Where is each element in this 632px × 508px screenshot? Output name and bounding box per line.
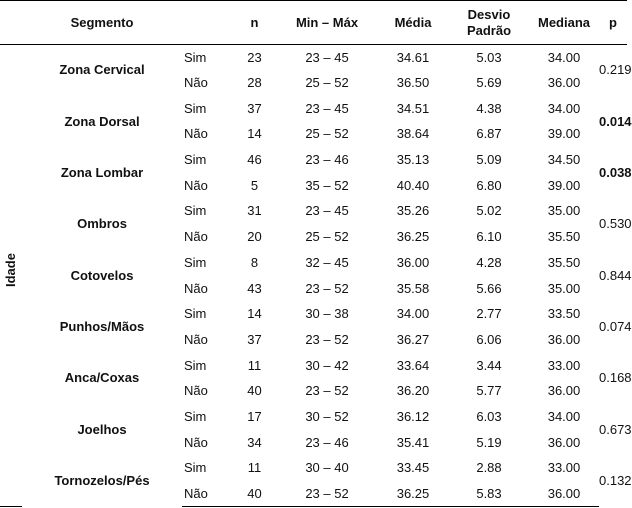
range-cell: 23 – 52: [277, 481, 377, 507]
n-cell: 34: [247, 434, 262, 450]
header-p: p: [599, 1, 627, 45]
median-cell: 35.00: [547, 280, 581, 296]
n-cell: 40: [247, 383, 262, 399]
table-row: [0, 147, 627, 173]
response-cell: Não: [184, 75, 208, 91]
segment-name: Cotovelos: [70, 267, 134, 283]
response-cell: Sim: [184, 254, 207, 270]
p-value-cell: 0.038: [599, 164, 632, 180]
sd-cell: 5.02: [476, 203, 502, 219]
median-cell: 35.00: [547, 203, 581, 219]
table-body: [0, 45, 632, 507]
n-cell: 14: [247, 306, 262, 322]
table-row: [0, 199, 627, 225]
n-cell: 8: [250, 254, 259, 270]
p-value-cell: 0.530: [599, 216, 632, 232]
median-cell: 39.00: [547, 177, 581, 193]
median-cell: 34.00: [529, 45, 599, 71]
n-cell: 43: [247, 280, 262, 296]
header-n: n: [232, 1, 277, 45]
header-segment: Segmento: [22, 1, 182, 45]
mean-cell: 36.00: [396, 254, 430, 270]
n-cell: 17: [247, 408, 262, 424]
p-value-cell: 0.074: [599, 319, 632, 335]
range-cell: 30 – 52: [305, 408, 349, 424]
p-value-cell: 0.014: [599, 113, 632, 129]
n-cell: 14: [247, 126, 262, 142]
range-cell: 23 – 45: [305, 203, 349, 219]
p-value-cell: 0.132: [599, 473, 632, 489]
median-cell: 36.00: [529, 481, 599, 507]
median-cell: 34.00: [547, 408, 581, 424]
median-cell: 36.00: [547, 383, 581, 399]
n-cell: 11: [247, 460, 262, 476]
mean-cell: 34.00: [396, 306, 430, 322]
median-cell: 34.00: [547, 100, 581, 116]
median-cell: 39.00: [547, 126, 581, 142]
range-cell: 25 – 52: [305, 229, 349, 245]
sd-cell: 6.06: [476, 331, 502, 347]
sd-cell: 5.66: [476, 280, 502, 296]
mean-cell: 35.41: [396, 434, 430, 450]
mean-cell: 34.51: [396, 100, 430, 116]
header-sd-line2: Padrão: [466, 22, 512, 38]
range-cell: 23 – 52: [305, 280, 349, 296]
n-cell: 28: [247, 75, 262, 91]
response-cell: Sim: [184, 306, 207, 322]
table-row: [0, 250, 627, 276]
header-mean: Média: [377, 1, 449, 45]
p-value-cell: 0.844: [599, 267, 632, 283]
mean-cell: 33.45: [396, 460, 430, 476]
segment-name: Joelhos: [77, 421, 127, 437]
response-cell: Sim: [184, 408, 207, 424]
range-cell: 30 – 38: [305, 306, 349, 322]
header-sd-line1: Desvio: [467, 6, 511, 22]
mean-cell: 36.50: [396, 75, 430, 91]
mean-cell: 36.27: [396, 331, 430, 347]
sd-cell: 6.87: [476, 126, 502, 142]
range-cell: 23 – 52: [305, 331, 349, 347]
range-cell: 23 – 45: [277, 45, 377, 71]
mean-cell: 34.61: [377, 45, 449, 71]
mean-cell: 36.25: [396, 229, 430, 245]
response-cell: Sim: [182, 45, 232, 71]
segment-name: Ombros: [77, 216, 127, 232]
median-cell: 34.50: [547, 152, 581, 168]
median-cell: 36.00: [547, 434, 581, 450]
mean-cell: 36.25: [377, 481, 449, 507]
p-value-cell: 0.168: [599, 370, 632, 386]
median-cell: 35.50: [547, 254, 581, 270]
range-cell: 30 – 42: [305, 357, 349, 373]
mean-cell: 36.12: [396, 408, 430, 424]
response-cell: Não: [184, 434, 208, 450]
sd-cell: 4.28: [476, 254, 502, 270]
sd-cell: 6.03: [476, 408, 502, 424]
header-response-blank: [182, 1, 232, 45]
sd-cell: 5.69: [476, 75, 502, 91]
median-cell: 35.50: [547, 229, 581, 245]
response-cell: Sim: [184, 100, 207, 116]
header-group-blank: [0, 1, 22, 45]
median-cell: 36.00: [547, 75, 581, 91]
response-cell: Não: [184, 229, 208, 245]
response-cell: Sim: [184, 152, 207, 168]
table-row: [0, 404, 627, 430]
n-cell: 40: [232, 481, 277, 507]
range-cell: 23 – 46: [305, 152, 349, 168]
mean-cell: 40.40: [396, 177, 430, 193]
segment-name: Zona Lombar: [60, 164, 144, 180]
range-cell: 25 – 52: [305, 75, 349, 91]
mean-cell: 35.26: [396, 203, 430, 219]
group-label-cell: [0, 45, 22, 507]
segment-name: Zona Dorsal: [64, 113, 140, 129]
response-cell: Não: [184, 177, 208, 193]
response-cell: Não: [184, 383, 208, 399]
n-cell: 23: [232, 45, 277, 71]
response-cell: Sim: [184, 460, 207, 476]
mean-cell: 36.20: [396, 383, 430, 399]
segment-name: Anca/Coxas: [64, 370, 140, 386]
n-cell: 5: [250, 177, 259, 193]
median-cell: 36.00: [547, 331, 581, 347]
table-row: [0, 96, 627, 122]
range-cell: 30 – 40: [305, 460, 349, 476]
n-cell: 46: [247, 152, 262, 168]
response-cell: Não: [184, 280, 208, 296]
sd-cell: 2.77: [476, 306, 502, 322]
mean-cell: 33.64: [396, 357, 430, 373]
mean-cell: 38.64: [396, 126, 430, 142]
n-cell: 20: [247, 229, 262, 245]
mean-cell: 35.58: [396, 280, 430, 296]
group-label: Idade: [3, 252, 18, 287]
response-cell: Sim: [184, 203, 207, 219]
segment-name: Punhos/Mãos: [59, 319, 145, 335]
range-cell: 35 – 52: [305, 177, 349, 193]
n-cell: 31: [247, 203, 262, 219]
header-median: Mediana: [529, 1, 599, 45]
mean-cell: 35.13: [396, 152, 430, 168]
n-cell: 37: [247, 100, 262, 116]
sd-cell: 5.03: [449, 45, 529, 71]
header-range: Min – Máx: [277, 1, 377, 45]
response-cell: Não: [182, 481, 232, 507]
sd-cell: 5.19: [476, 434, 502, 450]
p-value-cell: 0.673: [599, 421, 632, 437]
sd-cell: 5.09: [476, 152, 502, 168]
header-row: [0, 1, 627, 45]
segment-name: Tornozelos/Pés: [54, 473, 150, 489]
sd-cell: 3.44: [476, 357, 502, 373]
table-row: [0, 353, 627, 379]
range-cell: 23 – 45: [305, 100, 349, 116]
sd-cell: 5.77: [476, 383, 502, 399]
sd-cell: 6.10: [476, 229, 502, 245]
range-cell: 32 – 45: [305, 254, 349, 270]
range-cell: 23 – 46: [305, 434, 349, 450]
header-sd: [449, 1, 529, 45]
p-value-cell: 0.219: [599, 45, 627, 96]
sd-cell: 2.88: [476, 460, 502, 476]
table-row: [0, 45, 627, 71]
n-cell: 37: [247, 331, 262, 347]
median-cell: 33.00: [547, 357, 581, 373]
sd-cell: 6.80: [476, 177, 502, 193]
median-cell: 33.50: [547, 306, 581, 322]
response-cell: Não: [184, 331, 208, 347]
median-cell: 33.00: [547, 460, 581, 476]
table-row: [0, 301, 627, 327]
n-cell: 11: [247, 357, 262, 373]
response-cell: Não: [184, 126, 208, 142]
response-cell: Sim: [184, 357, 207, 373]
segment-name: Zona Cervical: [22, 45, 182, 96]
sd-cell: 5.83: [449, 481, 529, 507]
table-row: [0, 456, 627, 482]
range-cell: 23 – 52: [305, 383, 349, 399]
range-cell: 25 – 52: [305, 126, 349, 142]
sd-cell: 4.38: [476, 100, 502, 116]
